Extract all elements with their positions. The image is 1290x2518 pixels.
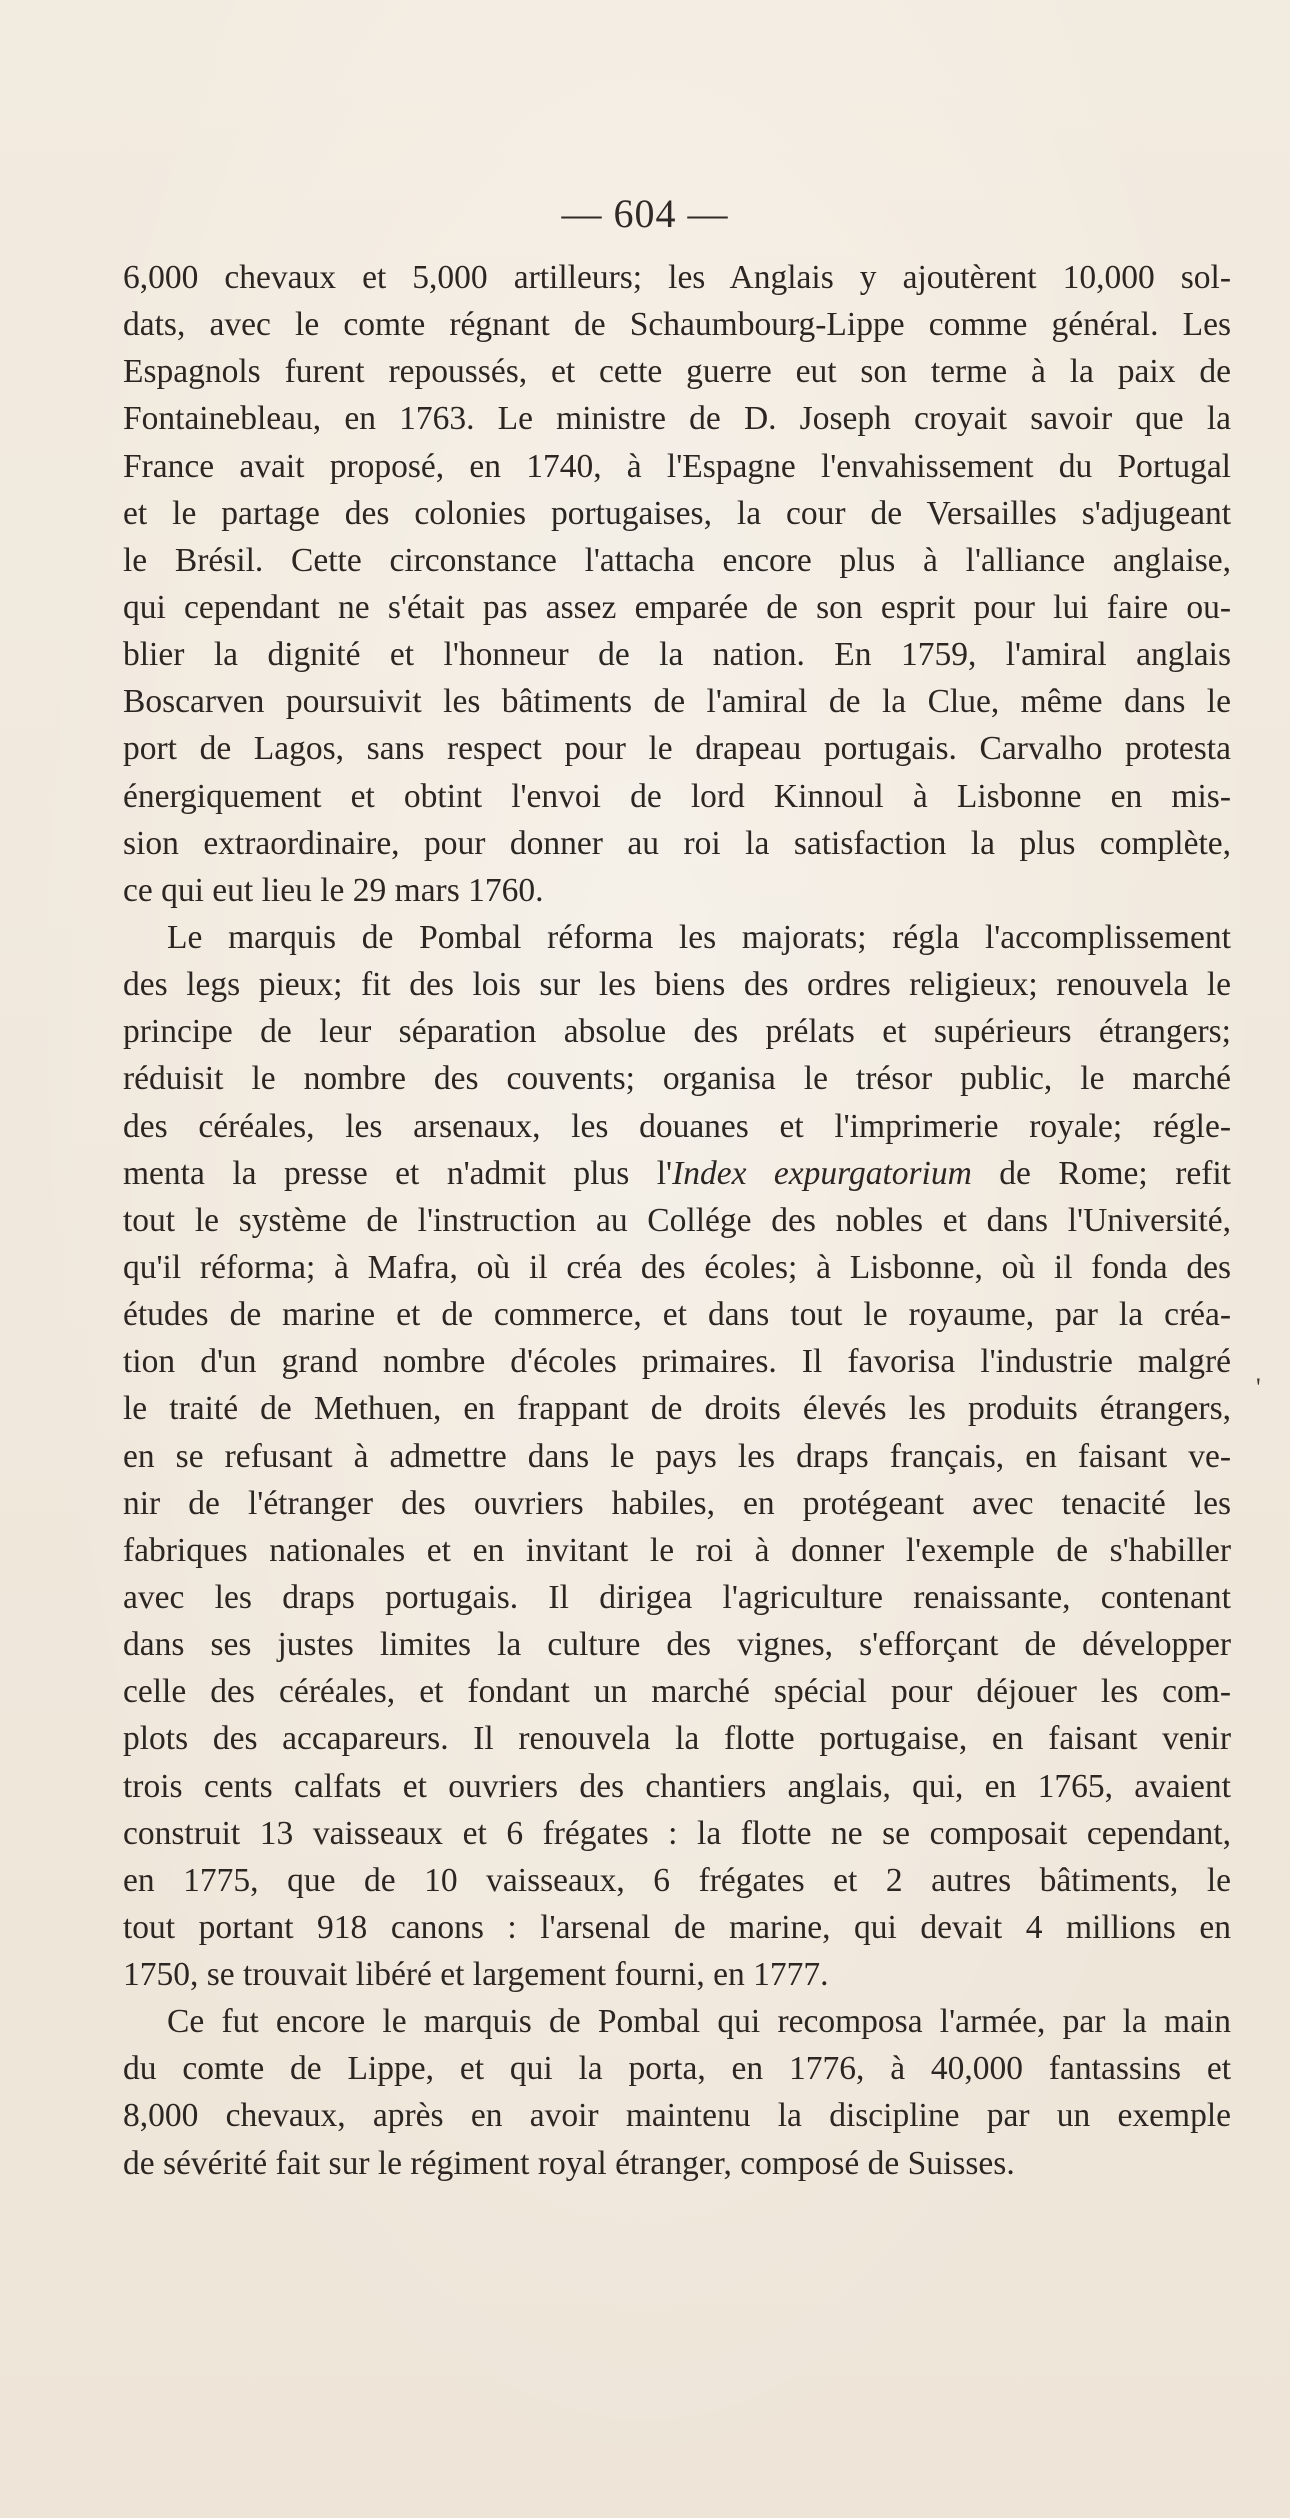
text-line: Ce fut encore le marquis de Pombal qui recomposa l'armée, par la main [167,2003,1231,2041]
text-line: le Brésil. Cette circonstance l'attacha encore plus à l'alliance anglaise, [123,541,1231,579]
text-line: construit 13 vaisseaux et 6 frégates : la flotte ne se composait cependant, [123,1814,1231,1852]
text-line: port de Lagos, sans respect pour le drapeau portugais. Carvalho protesta [123,730,1231,768]
text-line: Boscarven poursuivit les bâtiments de l'amiral de la Clue, même dans le [123,683,1231,721]
text-line: Espagnols furent repoussés, et cette guerre eut son terme à la paix de [123,353,1231,391]
text-line: de sévérité fait sur le régiment royal étranger, composé de Suisses. [123,2144,1015,2182]
text-segment: de Rome; refit [971,1154,1231,1192]
text-line: en 1775, que de 10 vaisseaux, 6 frégates et 2 autres bâtiments, le [123,1861,1231,1899]
text-line: 8,000 chevaux, après en avoir maintenu la discipline par un exemple [123,2097,1231,2135]
text-line [123,1150,1231,1197]
text-line: énergiquement et obtint l'envoi de lord Kinnoul à Lisbonne en mis- [123,777,1231,815]
margin-mark: ' [1256,1373,1261,1402]
text-line: nir de l'étranger des ouvriers habiles, en protégeant avec tenacité les [123,1484,1231,1522]
text-line: Fontainebleau, en 1763. Le ministre de D. Joseph croyait savoir que la [123,400,1231,438]
text-line: tion d'un grand nombre d'écoles primaires. Il favorisa l'industrie malgré [123,1343,1231,1381]
text-line: principe de leur séparation absolue des prélats et supérieurs étrangers; [123,1013,1231,1051]
text-line: du comte de Lippe, et qui la porta, en 1776, à 40,000 fantassins et [123,2050,1231,2088]
body-text [123,254,1231,2187]
text-line: dans ses justes limites la culture des vignes, s'efforçant de développer [123,1626,1231,1664]
text-line: 1750, se trouvait libéré et largement fourni, en 1777. [123,1956,829,1994]
page-number: — 604 — [561,191,729,236]
italic-title: Index expurgatorium [672,1154,972,1192]
text-segment: menta la presse et n'admit plus l' [123,1154,673,1192]
text-line: plots des accapareurs. Il renouvela la flotte portugaise, en faisant venir [123,1720,1231,1758]
text-line: qui cependant ne s'était pas assez emparée de son esprit pour lui faire ou- [123,588,1231,626]
text-line: 6,000 chevaux et 5,000 artilleurs; les Anglais y ajoutèrent 10,000 sol- [123,259,1231,296]
text-line: tout le système de l'instruction au Collége des nobles et dans l'Université, [123,1201,1231,1239]
text-line: études de marine et de commerce, et dans tout le royaume, par la créa- [123,1296,1231,1334]
text-line: celle des céréales, et fondant un marché spécial pour déjouer les com- [123,1673,1231,1711]
text-line: en se refusant à admettre dans le pays les draps français, en faisant ve- [123,1437,1231,1475]
text-line: Le marquis de Pombal réforma les majorats; régla l'accomplissement [167,918,1231,956]
text-line: sion extraordinaire, pour donner au roi la satisfaction la plus complète, [123,824,1231,862]
text-line: tout portant 918 canons : l'arsenal de marine, qui devait 4 millions en [123,1908,1231,1946]
text-line: réduisit le nombre des couvents; organisa le trésor public, le marché [123,1060,1231,1098]
text-line: trois cents calfats et ouvriers des chantiers anglais, qui, en 1765, avaient [123,1767,1231,1805]
text-line: avec les draps portugais. Il dirigea l'agriculture renaissante, contenant [123,1578,1231,1616]
text-line: le traité de Methuen, en frappant de droits élevés les produits étrangers, [123,1390,1231,1428]
text-line: et le partage des colonies portugaises, la cour de Versailles s'adjugeant [123,494,1231,532]
text-line: fabriques nationales et en invitant le roi à donner l'exemple de s'habiller [123,1531,1231,1569]
text-line: ce qui eut lieu le 29 mars 1760. [123,871,544,909]
text-line: qu'il réforma; à Mafra, où il créa des écoles; à Lisbonne, où il fonda des [123,1248,1231,1286]
text-line: blier la dignité et l'honneur de la nation. En 1759, l'amiral anglais [123,636,1231,674]
text-line: dats, avec le comte régnant de Schaumbourg-Lippe comme général. Les [123,306,1231,344]
text-line: des céréales, les arsenaux, les douanes et l'imprimerie royale; régle- [123,1107,1231,1145]
text-line: des legs pieux; fit des lois sur les biens des ordres religieux; renouvela le [123,966,1231,1004]
text-line: France avait proposé, en 1740, à l'Espagne l'envahissement du Portugal [123,447,1231,485]
